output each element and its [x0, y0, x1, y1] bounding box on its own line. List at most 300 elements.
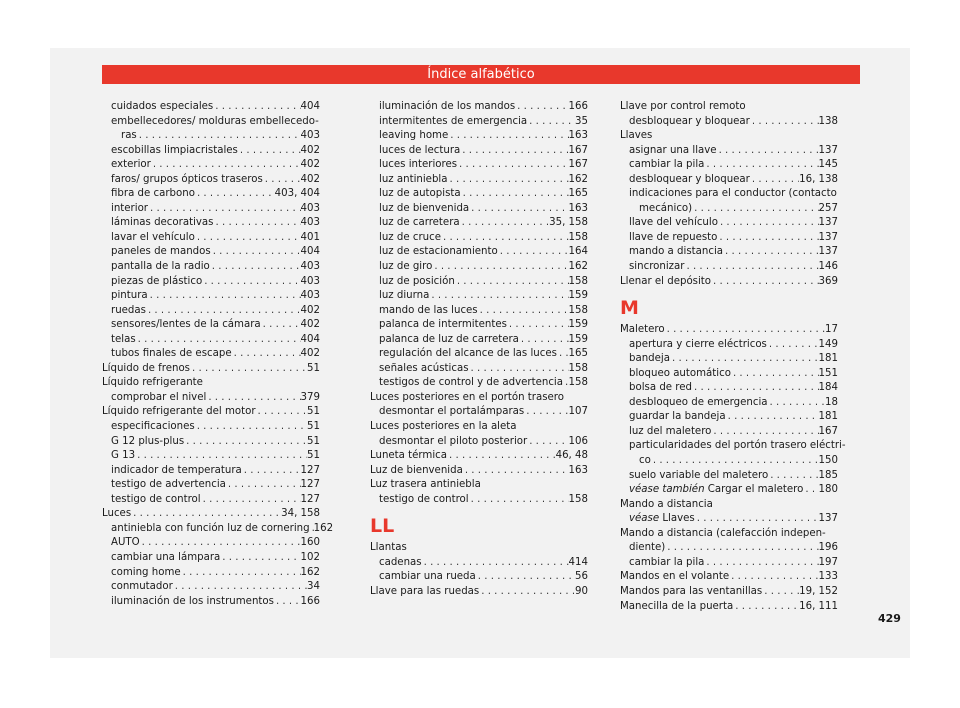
index-entry [370, 333, 588, 348]
index-entry [370, 570, 588, 585]
entry-label [111, 144, 238, 159]
entry-page-ref: 127 [300, 464, 320, 476]
leader-dots [206, 391, 300, 406]
leader-dots [733, 600, 799, 615]
entry-text: cambiar la pila [629, 556, 705, 568]
index-entry [102, 362, 320, 377]
index-entry [370, 245, 588, 260]
entry-label [102, 507, 131, 522]
page-number: 429 [878, 612, 901, 625]
entry-text: antiniebla con función luz de cornering [111, 522, 310, 534]
entry-label [629, 541, 665, 556]
entry-label [379, 275, 455, 290]
entry-page-ref: 137 [818, 144, 838, 156]
index-column-2 [370, 100, 588, 600]
entry-label [121, 129, 137, 144]
index-entry-heading: particularidades del portón trasero eléctri- [629, 440, 846, 452]
entry-text: piezas de plástico [111, 275, 203, 287]
leader-dots [476, 570, 575, 585]
leader-dots [422, 556, 569, 571]
entry-text: llave de repuesto [629, 231, 718, 243]
entry-text: interior [111, 202, 148, 214]
entry-text: testigo de control [111, 493, 201, 505]
entry-page-ref: 162 [568, 173, 588, 185]
entry-text: Líquido refrigerante del motor [102, 406, 256, 418]
entry-text: sensores/lentes de la cámara [111, 319, 261, 331]
index-entry [102, 347, 320, 362]
entry-page-ref: 401 [300, 231, 320, 243]
entry-label [379, 129, 448, 144]
section-letter: M [620, 297, 639, 320]
index-entry [620, 158, 838, 173]
leader-dots [148, 289, 301, 304]
leader-dots [768, 469, 818, 484]
entry-text: exterior [111, 159, 151, 171]
entry-label [111, 420, 195, 435]
leader-dots [274, 595, 301, 610]
entry-text: cambiar una rueda [379, 571, 476, 583]
entry-label [370, 464, 463, 479]
entry-label [111, 100, 213, 115]
leader-dots [469, 202, 568, 217]
leader-dots [429, 289, 568, 304]
leader-dots [256, 405, 307, 420]
entry-label [111, 478, 226, 493]
leader-dots [184, 435, 307, 450]
leader-dots [140, 536, 301, 551]
index-column-3 [620, 100, 846, 614]
entry-text: luz de estacionamiento [379, 246, 498, 258]
entry-page-ref: 137 [818, 513, 838, 525]
entry-label [629, 410, 726, 425]
entry-text: paneles de mandos [111, 246, 211, 258]
entry-page-ref: 137 [818, 217, 838, 229]
leader-dots [527, 435, 568, 450]
index-entry [102, 187, 320, 202]
entry-text: Llave para las ruedas [370, 585, 480, 597]
entry-text: desmontar el portalámparas [379, 406, 525, 418]
entry-text: ras [121, 130, 137, 142]
entry-label [379, 202, 469, 217]
entry-text: cadenas [379, 556, 422, 568]
leader-dots [135, 449, 307, 464]
entry-page-ref: 403 [300, 130, 320, 142]
entry-page-ref: 403 [300, 217, 320, 229]
index-column-1 [102, 100, 334, 609]
index-entry [620, 556, 838, 571]
entry-text: bolsa de red [629, 382, 692, 394]
leader-dots [729, 570, 818, 585]
entry-text: luz del maletero [629, 425, 712, 437]
entry-text: pantalla de la radio [111, 261, 210, 273]
leader-dots [242, 464, 301, 479]
entry-label [111, 187, 195, 202]
entry-text: señales acústicas [379, 362, 469, 374]
index-entry [102, 100, 320, 115]
index-entry [370, 304, 588, 319]
entry-page-ref: 163 [568, 130, 588, 142]
entry-label [629, 367, 731, 382]
entry-label [629, 245, 723, 260]
entry-text: coming home [111, 566, 181, 578]
entry-label [111, 158, 151, 173]
entry-text: fibra de carbono [111, 188, 195, 200]
entry-label [379, 493, 469, 508]
leader-dots [263, 173, 301, 188]
entry-page-ref: 166 [300, 595, 320, 607]
entry-label [629, 352, 670, 367]
entry-page-ref: 51 [307, 435, 320, 447]
entry-page-ref: 404 [300, 101, 320, 112]
entry-label [629, 512, 695, 527]
entry-page-ref: 404 [300, 246, 320, 258]
index-entry [102, 493, 320, 508]
entry-label [629, 115, 750, 130]
leader-dots [651, 454, 819, 469]
entry-page-ref: 403 [300, 202, 320, 214]
entry-page-ref: 402 [300, 304, 320, 316]
index-entry [370, 289, 588, 304]
entry-page-ref: 35 [575, 115, 588, 127]
entry-label [620, 323, 665, 338]
entry-text: Llaves [662, 513, 695, 525]
entry-text: llave del vehículo [629, 217, 718, 229]
entry-text: luz antiniebla [379, 173, 448, 185]
index-entry [620, 454, 838, 469]
index-entry [102, 405, 320, 420]
index-entry [102, 449, 320, 464]
index-entry [102, 566, 320, 581]
entry-text: testigo de control [379, 493, 469, 505]
entry-page-ref: 137 [818, 246, 838, 258]
entry-text: láminas decorativas [111, 217, 214, 229]
entry-label [379, 144, 460, 159]
entry-label [379, 158, 457, 173]
entry-label [379, 289, 429, 304]
entry-label [111, 231, 195, 246]
entry-label [629, 216, 718, 231]
index-entry [370, 144, 588, 159]
entry-label [379, 173, 448, 188]
entry-page-ref: 402 [300, 144, 320, 156]
leader-dots [448, 129, 568, 144]
leader-dots [665, 323, 825, 338]
index-entry [370, 173, 588, 188]
index-entry [102, 595, 320, 610]
entry-page-ref: 184 [818, 382, 838, 394]
entry-page-ref: 158 [568, 275, 588, 287]
index-entry [620, 173, 838, 188]
entry-label [111, 536, 140, 551]
entry-page-ref: 158 [568, 493, 588, 505]
entry-page-ref: 35, 158 [549, 217, 588, 229]
entry-label [111, 522, 310, 537]
leader-dots [190, 362, 307, 377]
index-entry [102, 202, 320, 217]
leader-dots [131, 507, 281, 522]
entry-page-ref: 149 [818, 338, 838, 350]
leader-dots [460, 216, 549, 231]
index-entry [620, 231, 838, 246]
entry-page-ref: 167 [568, 144, 588, 156]
index-entry [370, 318, 588, 333]
index-entry [620, 245, 838, 260]
index-entry-heading: Luces posteriores en el portón trasero [370, 391, 564, 403]
entry-label [111, 275, 202, 290]
entry-text: Luces [102, 508, 132, 520]
index-entry-heading: Llantas [370, 542, 407, 554]
leader-dots [515, 100, 568, 115]
entry-text: bandeja [629, 353, 670, 365]
leader-dots [695, 512, 819, 527]
entry-label [102, 405, 256, 420]
entry-page-ref: 146 [818, 261, 838, 273]
index-entry [620, 216, 838, 231]
index-entry [620, 115, 838, 130]
index-entry [620, 381, 838, 396]
entry-label [111, 304, 146, 319]
index-entry-heading: Llaves [620, 130, 653, 142]
entry-text: testigos de control y de advertencia [379, 377, 563, 389]
index-entry [620, 541, 838, 556]
entry-label [111, 260, 210, 275]
entry-label [629, 173, 750, 188]
entry-page-ref: 51 [307, 406, 320, 418]
entry-label [111, 202, 148, 217]
index-entry [620, 202, 838, 217]
entry-page-ref: 16, 111 [799, 600, 838, 612]
leader-dots [803, 483, 818, 498]
entry-label [379, 405, 524, 420]
entry-label [629, 260, 684, 275]
leader-dots [232, 347, 301, 362]
entry-page-ref: 403, 404 [274, 188, 320, 200]
entry-text: regulación del alcance de las luces [379, 348, 557, 360]
leader-dots [718, 216, 819, 231]
index-entry [102, 304, 320, 319]
entry-text: ruedas [111, 304, 146, 316]
index-entry [370, 585, 588, 600]
index-entry [620, 260, 838, 275]
entry-page-ref: 196 [818, 542, 838, 554]
index-entry [620, 410, 838, 425]
entry-label [379, 347, 557, 362]
entry-label [629, 556, 704, 571]
entry-page-ref: 158 [568, 377, 588, 389]
entry-text: asignar una llave [629, 144, 717, 156]
entry-page-ref: 185 [818, 469, 838, 481]
index-entry [102, 435, 320, 450]
leader-dots [213, 216, 300, 231]
index-entry [620, 275, 838, 290]
index-entry [370, 187, 588, 202]
entry-label [111, 551, 220, 566]
leader-dots [448, 173, 569, 188]
entry-page-ref: 379 [300, 391, 320, 403]
leader-dots [213, 100, 300, 115]
entry-page-ref: 181 [818, 411, 838, 423]
index-entry [370, 556, 588, 571]
entry-page-ref: 162 [313, 522, 334, 534]
index-entry-heading: Líquido refrigerante [102, 377, 203, 389]
entry-page-ref: 162 [300, 566, 320, 578]
entry-page-ref: 16, 138 [799, 173, 838, 185]
index-entry [370, 362, 588, 377]
entry-text: AUTO [111, 537, 140, 549]
entry-label [629, 338, 767, 353]
index-entry [102, 391, 320, 406]
entry-label [629, 396, 768, 411]
entry-text: Llenar el depósito [620, 275, 712, 287]
entry-page-ref: 102 [300, 551, 320, 563]
index-entry-heading: Luces posteriores en la aleta [370, 421, 517, 433]
index-entry [620, 600, 838, 615]
entry-page-ref: 19, 152 [799, 585, 838, 597]
entry-label [629, 158, 704, 173]
leader-dots [557, 347, 569, 362]
index-entry [102, 245, 320, 260]
entry-text: guardar la bandeja [629, 411, 726, 423]
leader-dots [136, 333, 301, 348]
index-entry [620, 425, 838, 440]
entry-text: luz de carretera [379, 217, 460, 229]
leader-dots [692, 202, 818, 217]
entry-label [111, 318, 261, 333]
entry-label [379, 318, 507, 333]
entry-text: co [639, 455, 651, 467]
index-entry [370, 231, 588, 246]
entry-page-ref: 163 [568, 202, 588, 214]
index-entry [620, 512, 838, 527]
leader-dots [684, 260, 818, 275]
index-entry [102, 158, 320, 173]
leader-dots [202, 275, 300, 290]
entry-page-ref: 369 [818, 275, 838, 287]
leader-dots [750, 115, 819, 130]
index-entry [370, 405, 588, 420]
entry-text: luces de lectura [379, 144, 461, 156]
entry-label [379, 362, 469, 377]
entry-page-ref: 402 [300, 159, 320, 171]
leader-dots [731, 367, 819, 382]
entry-text: luces interiores [379, 159, 458, 171]
leader-dots [711, 275, 819, 290]
leader-dots [723, 245, 819, 260]
entry-label [111, 391, 206, 406]
index-entry [370, 376, 588, 391]
entry-label [629, 231, 717, 246]
index-entry [102, 507, 320, 522]
entry-text: mecánico) [639, 202, 693, 214]
entry-label [620, 570, 729, 585]
index-entry-heading: embellecedores/ molduras embellecedo- [111, 115, 319, 127]
page-header [102, 65, 860, 84]
leader-dots [519, 333, 569, 348]
leader-dots [767, 338, 819, 353]
entry-text: apertura y cierre eléctricos [629, 338, 767, 350]
entry-label [379, 570, 476, 585]
entry-text: comprobar el nivel [111, 391, 207, 403]
entry-label [379, 245, 498, 260]
index-entry [620, 483, 838, 498]
index-entry [102, 536, 320, 551]
entry-text: Mandos en el volante [620, 571, 730, 583]
entry-page-ref: 34 [307, 581, 320, 593]
entry-label [111, 464, 242, 479]
entry-page-ref: 414 [568, 556, 588, 568]
index-entry [370, 115, 588, 130]
leader-dots [726, 410, 819, 425]
entry-page-ref: 158 [568, 231, 588, 243]
leader-dots [455, 275, 569, 290]
entry-page-ref: 158 [568, 304, 588, 316]
leader-dots [711, 425, 818, 440]
index-entry [370, 347, 588, 362]
entry-page-ref: 403 [300, 275, 320, 287]
leader-dots [460, 144, 568, 159]
leader-dots [226, 478, 301, 493]
index-entry [102, 420, 320, 435]
entry-label [111, 333, 136, 348]
entry-text: G 13 [111, 450, 136, 462]
entry-text: desbloquear y bloquear [629, 115, 750, 127]
entry-label [111, 216, 213, 231]
index-entry [102, 231, 320, 246]
entry-label [639, 454, 651, 469]
entry-label [379, 333, 519, 348]
entry-text: desbloquear y bloquear [629, 173, 750, 185]
entry-page-ref: 402 [300, 319, 320, 331]
leader-dots [524, 405, 568, 420]
entry-page-ref: 404 [300, 333, 320, 345]
page-title: Índice alfabético [427, 67, 535, 82]
index-entry [370, 260, 588, 275]
entry-page-ref: 18 [825, 396, 838, 408]
entry-text: lavar el vehículo [111, 231, 195, 243]
leader-dots [148, 202, 301, 217]
entry-label [111, 347, 232, 362]
entry-page-ref: 145 [818, 159, 838, 171]
entry-text: Manecilla de la puerta [620, 600, 734, 612]
entry-text: iluminación de los instrumentos [111, 595, 274, 607]
entry-page-ref: 181 [818, 353, 838, 365]
index-entry [102, 580, 320, 595]
leader-dots [201, 493, 301, 508]
entry-page-ref: 403 [300, 261, 320, 273]
entry-text: diente) [629, 542, 666, 554]
index-entry [620, 144, 838, 159]
entry-page-ref: 151 [818, 367, 838, 379]
index-entry-heading: indicaciones para el conductor (contacto [629, 188, 837, 200]
index-entry [102, 173, 320, 188]
entry-page-ref: 34, 158 [281, 508, 320, 520]
index-entry [370, 464, 588, 479]
leader-dots [704, 556, 818, 571]
entry-page-ref: 402 [300, 173, 320, 185]
entry-page-ref: 164 [568, 246, 588, 258]
entry-text: luz de cruce [379, 231, 441, 243]
section-letter: LL [370, 515, 395, 538]
entry-label [379, 216, 460, 231]
entry-label [620, 585, 762, 600]
leader-dots [173, 580, 307, 595]
entry-text: mando a distancia [629, 246, 724, 258]
entry-page-ref: 133 [818, 571, 838, 583]
entry-page-ref: 138 [818, 115, 838, 127]
leader-dots [210, 260, 301, 275]
entry-page-ref: 165 [568, 348, 588, 360]
entry-page-ref: 160 [300, 537, 320, 549]
